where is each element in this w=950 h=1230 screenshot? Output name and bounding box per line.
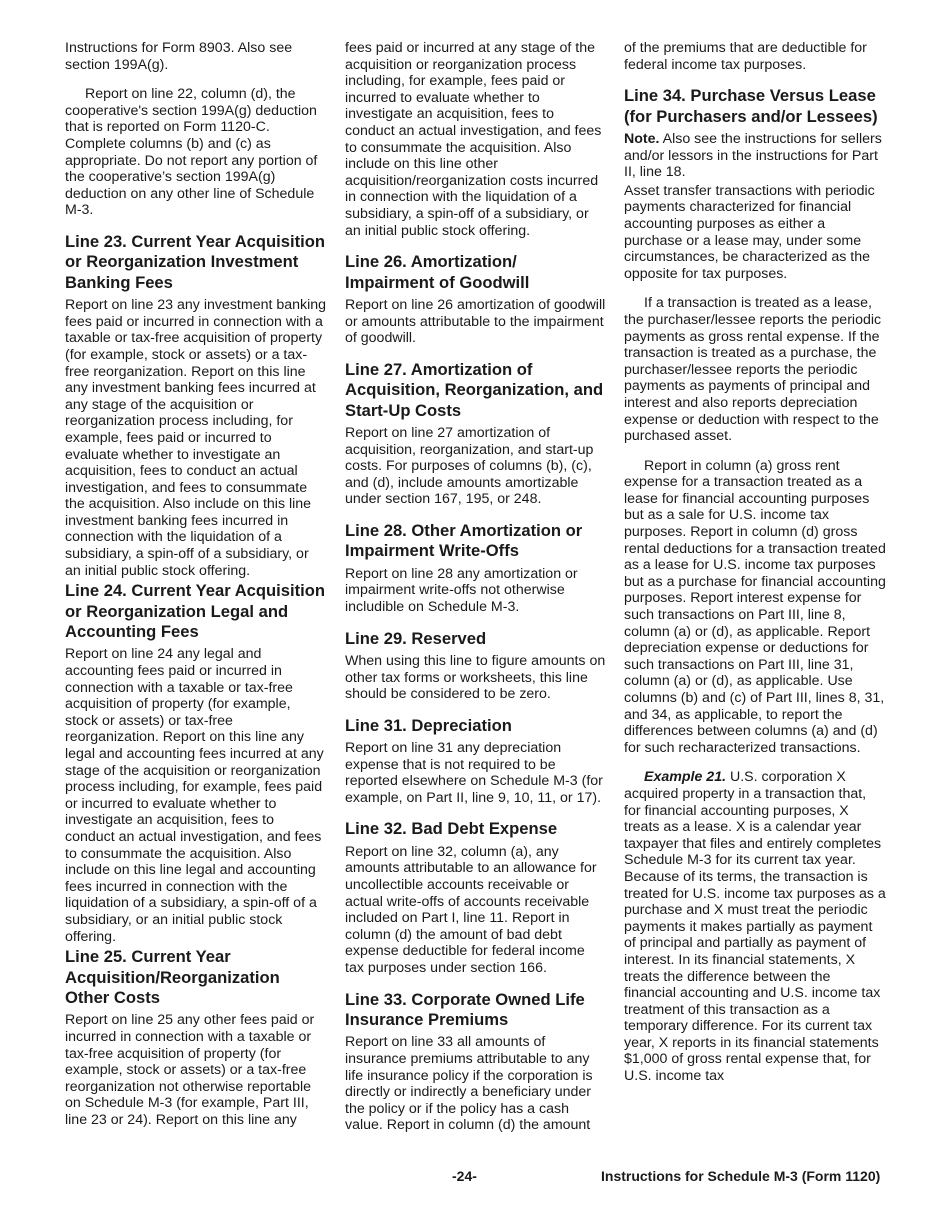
paragraph-line-32: Report on line 32, column (a), any amounts attributable to an allowance for uncollectible accounts receivable or actual write-offs of accounts receivable included on Part I, line 11. Report in column (d) the amount of bad debt expense deductible for federal income tax purposes under section 166. — [345, 843, 597, 977]
heading-line-27: Line 27. Amortization of Acquisition, Reorganization, and Start-Up Costs — [345, 359, 604, 420]
paragraph-form-8903-ref: Instructions for Form 8903. Also see section 199A(g). — [65, 40, 293, 73]
paragraph-line-34-a: Asset transfer transactions with periodic payments characterized for financial accounting purposes as either a purchase or a lease may, under some circumstances, be characterized as the opposite for tax purposes. — [624, 182, 875, 282]
heading-line-25: Line 25. Current Year Acquisition/Reorganization Other Costs — [65, 947, 280, 1007]
page-number: -24- — [452, 1168, 477, 1184]
paragraph-line-24: Report on line 24 any legal and accounting fees paid or incurred in connection with a taxable or tax-free acquisition of property (for example, stock or assets) or tax-free reorganization. Report on this line any legal and accounting fees incurred at any stage of the acquisition or reorganization process including, for example, fees paid or incurred to evaluate whether to investigate an acquisition, fees to conduct an actual investigation, and fees to consummate the acquisition. Also include on this line legal and accounting fees incurred in connection with the liquidation of a subsidiary, a spin-off of a subsidiary, or an initial public stock offering. — [65, 646, 324, 945]
paragraph-line-33-continued: of the premiums that are deductible for federal income tax purposes. — [624, 40, 867, 73]
paragraph-line-23: Report on line 23 any investment banking fees paid or incurred in connection with a taxable or tax-free acquisition of property (for example, stock or assets) or a tax-free reorganization. Report on this line any investment banking fees incurred at any stage of the acquisition or reorganization process including, for example, fees paid or incurred to evaluate whether to investigate an acquisition, fees to conduct an actual investigation, and fees to consummate the acquisition. Also include on this line investment banking fees incurred in connection with the liquidation of a subsidiary, a spin-off of a subsidiary, or an initial public stock offering. — [65, 297, 327, 579]
paragraph-line-33: Report on line 33 all amounts of insurance premiums attributable to any life insurance policy if the corporation is directly or indirectly a beneficiary under the policy or if the policy has a cash value. Report in column (d) the amount — [345, 1034, 593, 1134]
note-label: Note. — [624, 131, 660, 147]
paragraph-line-25: Report on line 25 any other fees paid or incurred in connection with a taxable or tax-free acquisition of property (for example, stock or assets) or a tax-free reorganization not otherwise reportable on Schedule M-3 (for example, Part III, line 23 or 24). Report on this line any — [65, 1012, 315, 1128]
heading-line-33: Line 33. Corporate Owned Life Insurance Premiums — [345, 989, 585, 1030]
heading-line-34: Line 34. Purchase Versus Lease (for Purchasers and/or Lessees) — [624, 86, 878, 126]
note-text: Also see the instructions for sellers and/or lessors in the instructions for Part II, line 18. — [624, 131, 882, 181]
heading-line-28: Line 28. Other Amortization or Impairment Write-Offs — [345, 520, 583, 561]
paragraph-line-26: Report on line 26 amortization of goodwill or amounts attributable to the impairment of goodwill. — [345, 296, 606, 347]
heading-line-31: Line 31. Depreciation — [345, 715, 512, 735]
paragraph-line-25-continued: fees paid or incurred at any stage of the acquisition or reorganization process including, for example, fees paid or incurred to evaluate whether to investigate an acquisition, fees to conduct an actual investigation, and fees to consummate the acquisition. Also include on this line other acquisition/reorganization costs incurred in connection with the liquidation of a subsidiary, a spin-off of a subsidiary, or an initial public stock offering. — [345, 40, 602, 239]
column-3 — [624, 40, 886, 1098]
note-paragraph — [624, 131, 886, 181]
example-21-label: Example 21. — [644, 769, 727, 786]
column-1 — [65, 40, 327, 1142]
paragraph-line-31: Report on line 31 any depreciation expense that is not required to be reported elsewhere on Schedule M-3 (for example, on Part II, line 9, 10, 11, or 17). — [345, 740, 603, 806]
heading-line-24: Line 24. Current Year Acquisition or Reorganization Legal and Accounting Fees — [65, 581, 326, 642]
heading-line-26: Line 26. Amortization/ Impairment of Goodwill — [345, 252, 530, 292]
example-21-paragraph — [624, 769, 886, 1084]
paragraph-line-27: Report on line 27 amortization of acquisition, reorganization, and start-up costs. For purposes of columns (b), (c), and (d), include amounts amortizable under section 167, 195, or 248. — [345, 424, 594, 508]
example-21-text: U.S. corporation X acquired property in a transaction that, for financial accounting purposes, X treats as a lease. X is a calendar year taxpayer that files and entirely completes Schedule M-3 for its current tax year. Because of its terms, the transaction is treated for U.S. income tax purposes as a purchase and X must treat the periodic payments it makes partially as payment of principal and partially as payment of interest. In its financial statements, X treats the difference between the financial accounting and U.S. income tax treatment of this transaction as a temporary difference. For its current tax year, X reports in its financial statements $1,000 of gross rental expense that, for U.S. income tax — [624, 769, 886, 1085]
heading-line-29: Line 29. Reserved — [345, 628, 487, 648]
paragraph-line-34-c: Report in column (a) gross rent expense for a transaction treated as a lease for financial accounting purposes but as a sale for U.S. income tax purposes. Report in column (d) gross rental deductions for a transaction treated as a lease for U.S. income tax purposes but as a purchase for financial accounting purposes. Report interest expense for such transactions on Part III, line 8, column (a) or (d), as applicable. Report depreciation expense or deductions for such transactions on Part III, line 31, column (a) or (d), as applicable. Use columns (b) and (c) of Part III, lines 8, 31, and 34, as applicable, to report the differences between columns (a) and (d) for such recharacterized transactions. — [624, 457, 886, 756]
paragraph-line-22: Report on line 22, column (d), the cooperative's section 199A(g) deduction that is reported on Form 1120-C. Complete columns (b) and (c) as appropriate. Do not report any portion of the cooperative’s section 199A(g) deduction on any other line of Schedule M-3. — [65, 86, 318, 219]
column-2 — [345, 40, 607, 1147]
footer-title: Instructions for Schedule M-3 (Form 1120) — [601, 1168, 881, 1184]
heading-line-23: Line 23. Current Year Acquisition or Reorganization Investment Banking Fees — [65, 231, 326, 292]
heading-line-32: Line 32. Bad Debt Expense — [345, 819, 558, 839]
paragraph-line-34-b: If a transaction is treated as a lease, the purchaser/lessee reports the periodic payments as gross rental expense. If the transaction is treated as a purchase, the purchaser/lessee reports the periodic payments as payments of principal and interest and also reports depreciation expense or deduction with respect to the purchased asset. — [624, 295, 882, 445]
paragraph-line-29: When using this line to figure amounts on other tax forms or worksheets, this line should be considered to be zero. — [345, 652, 606, 703]
paragraph-line-28: Report on line 28 any amortization or impairment write-offs not otherwise includible on Schedule M-3. — [345, 565, 578, 615]
